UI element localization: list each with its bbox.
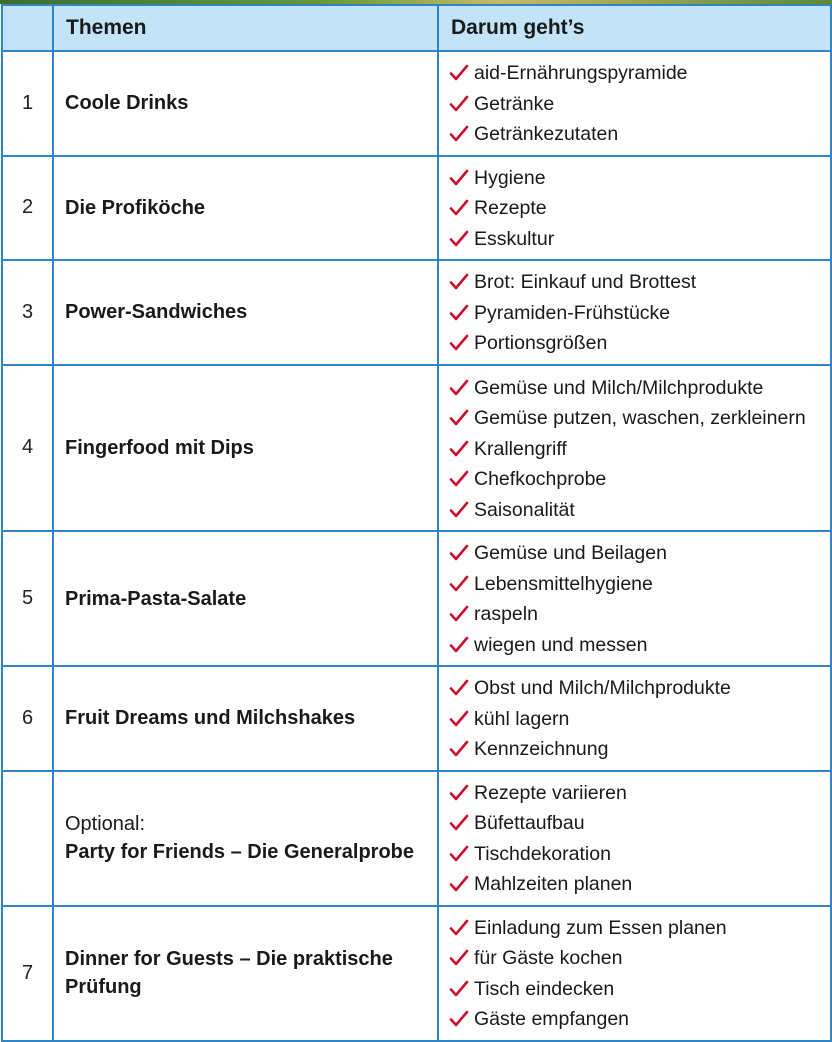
list-item-text: wiegen und messen <box>474 633 648 656</box>
table-body <box>2 51 831 1041</box>
list-item <box>449 328 830 359</box>
check-mark-icon <box>449 635 469 655</box>
list-item-text: kühl lagern <box>474 707 570 730</box>
row-number <box>2 771 53 906</box>
list-item <box>449 434 830 465</box>
check-mark-icon <box>449 408 469 428</box>
row-number: 2 <box>2 156 53 261</box>
list-item-text: Hygiene <box>474 166 546 189</box>
topic-title: Power-Sandwiches <box>65 301 248 324</box>
row-number: 6 <box>2 666 53 771</box>
list-item-text: aid-Ernährungspyramide <box>474 62 688 84</box>
row-number: 4 <box>2 365 53 532</box>
check-mark-icon <box>449 333 469 353</box>
list-item <box>449 298 830 329</box>
list-item <box>449 808 830 839</box>
list-item <box>449 704 830 735</box>
item-list <box>449 157 830 260</box>
check-mark-icon <box>449 168 469 188</box>
list-item-text: Mahlzeiten planen <box>474 873 633 895</box>
header-number <box>2 5 53 51</box>
row-number: 1 <box>2 51 53 156</box>
item-list <box>449 366 830 531</box>
row-items <box>438 260 831 365</box>
row-items <box>438 771 831 906</box>
table-row <box>2 51 831 156</box>
check-mark-icon <box>449 979 469 999</box>
row-items <box>438 365 831 532</box>
row-topic <box>53 666 438 771</box>
row-number: 5 <box>2 531 53 666</box>
list-item-text: Chefkochprobe <box>474 468 607 490</box>
row-topic <box>53 365 438 532</box>
list-item <box>449 495 830 526</box>
table-row <box>2 260 831 365</box>
list-item-text: Tisch eindecken <box>474 977 615 1000</box>
table-row <box>2 906 831 1041</box>
check-mark-icon <box>449 124 469 144</box>
list-item <box>449 673 830 704</box>
list-item-text: Obst und Milch/Milchprodukte <box>474 677 731 699</box>
item-list <box>449 261 830 364</box>
optional-label: Optional: <box>65 813 146 835</box>
item-list <box>449 907 830 1040</box>
row-topic <box>53 51 438 156</box>
table-row <box>2 666 831 771</box>
check-mark-icon <box>449 874 469 894</box>
list-item <box>449 630 830 661</box>
row-topic <box>53 156 438 261</box>
topics-table <box>1 4 832 1042</box>
check-mark-icon <box>449 604 469 624</box>
row-topic <box>53 906 438 1041</box>
item-list <box>449 667 830 770</box>
list-item-text: Brot: Einkauf und Brottest <box>474 271 697 293</box>
list-item-text: Krallengriff <box>474 437 567 460</box>
list-item <box>449 193 830 224</box>
row-topic <box>53 260 438 365</box>
list-item <box>449 1004 830 1035</box>
check-mark-icon <box>449 1009 469 1029</box>
list-item <box>449 58 830 89</box>
topic-title: Fingerfood mit Dips <box>65 436 254 459</box>
list-item-text: Lebensmittelhygiene <box>474 572 653 595</box>
check-mark-icon <box>449 229 469 249</box>
check-mark-icon <box>449 303 469 323</box>
list-item <box>449 943 830 974</box>
check-mark-icon <box>449 469 469 489</box>
check-mark-icon <box>449 918 469 938</box>
list-item-text: Einladung zum Essen planen <box>474 916 727 939</box>
check-mark-icon <box>449 813 469 833</box>
list-item <box>449 464 830 495</box>
header-about: Darum geht’s <box>438 5 831 51</box>
table-row <box>2 771 831 906</box>
list-item-text: raspeln <box>474 603 538 625</box>
check-mark-icon <box>449 678 469 698</box>
row-items <box>438 906 831 1041</box>
list-item-text: Büfettaufbau <box>474 812 585 834</box>
check-mark-icon <box>449 739 469 759</box>
list-item-text: Rezepte <box>474 197 547 219</box>
table-row <box>2 156 831 261</box>
list-item-text: Esskultur <box>474 227 555 250</box>
list-item <box>449 538 830 569</box>
list-item-text: Rezepte variieren <box>474 781 627 804</box>
check-mark-icon <box>449 500 469 520</box>
check-mark-icon <box>449 198 469 218</box>
list-item <box>449 403 830 434</box>
list-item-text: Gäste empfangen <box>474 1008 630 1030</box>
list-item <box>449 119 830 150</box>
list-item-text: Getränkezutaten <box>474 123 619 145</box>
topic-title: Party for Friends – Die Generalprobe <box>65 841 414 863</box>
topic-title: Dinner for Guests – Die praktische Prüfung <box>65 948 393 998</box>
list-item <box>449 373 830 404</box>
check-mark-icon <box>449 543 469 563</box>
topic-title: Prima-Pasta-Salate <box>65 587 247 610</box>
header-row <box>2 5 831 51</box>
list-item-text: Saisonalität <box>474 498 575 521</box>
list-item-text: Getränke <box>474 92 555 115</box>
row-items <box>438 666 831 771</box>
check-mark-icon <box>449 439 469 459</box>
row-number: 7 <box>2 906 53 1041</box>
list-item <box>449 839 830 870</box>
row-items <box>438 51 831 156</box>
topic-title: Die Profiköche <box>65 196 206 219</box>
table-container <box>0 4 832 1030</box>
item-list <box>449 772 830 905</box>
row-items <box>438 156 831 261</box>
list-item <box>449 734 830 765</box>
list-item-text: Tischdekoration <box>474 842 611 865</box>
topic-title: Fruit Dreams und Milchshakes <box>65 707 356 730</box>
check-mark-icon <box>449 94 469 114</box>
list-item-text: Gemüse putzen, waschen, zerkleinern <box>474 407 806 429</box>
row-number: 3 <box>2 260 53 365</box>
row-topic <box>53 771 438 906</box>
item-list <box>449 532 830 665</box>
list-item-text: Gemüse und Beilagen <box>474 542 667 564</box>
table-row <box>2 531 831 666</box>
list-item <box>449 599 830 630</box>
list-item <box>449 974 830 1005</box>
list-item-text: Gemüse und Milch/Milchprodukte <box>474 376 764 399</box>
list-item <box>449 163 830 194</box>
topic-title: Coole Drinks <box>65 92 189 115</box>
list-item <box>449 224 830 255</box>
check-mark-icon <box>449 574 469 594</box>
list-item <box>449 89 830 120</box>
check-mark-icon <box>449 378 469 398</box>
list-item <box>449 569 830 600</box>
check-mark-icon <box>449 948 469 968</box>
item-list <box>449 52 830 155</box>
list-item-text: Portionsgrößen <box>474 332 608 354</box>
list-item-text: für Gäste kochen <box>474 947 623 969</box>
list-item-text: Kennzeichnung <box>474 738 609 760</box>
row-topic <box>53 531 438 666</box>
row-items <box>438 531 831 666</box>
header-themes: Themen <box>53 5 438 51</box>
list-item <box>449 869 830 900</box>
list-item <box>449 267 830 298</box>
check-mark-icon <box>449 844 469 864</box>
list-item <box>449 913 830 944</box>
list-item <box>449 778 830 809</box>
list-item-text: Pyramiden-Frühstücke <box>474 301 671 324</box>
table-row <box>2 365 831 532</box>
check-mark-icon <box>449 783 469 803</box>
check-mark-icon <box>449 709 469 729</box>
check-mark-icon <box>449 63 469 83</box>
check-mark-icon <box>449 272 469 292</box>
